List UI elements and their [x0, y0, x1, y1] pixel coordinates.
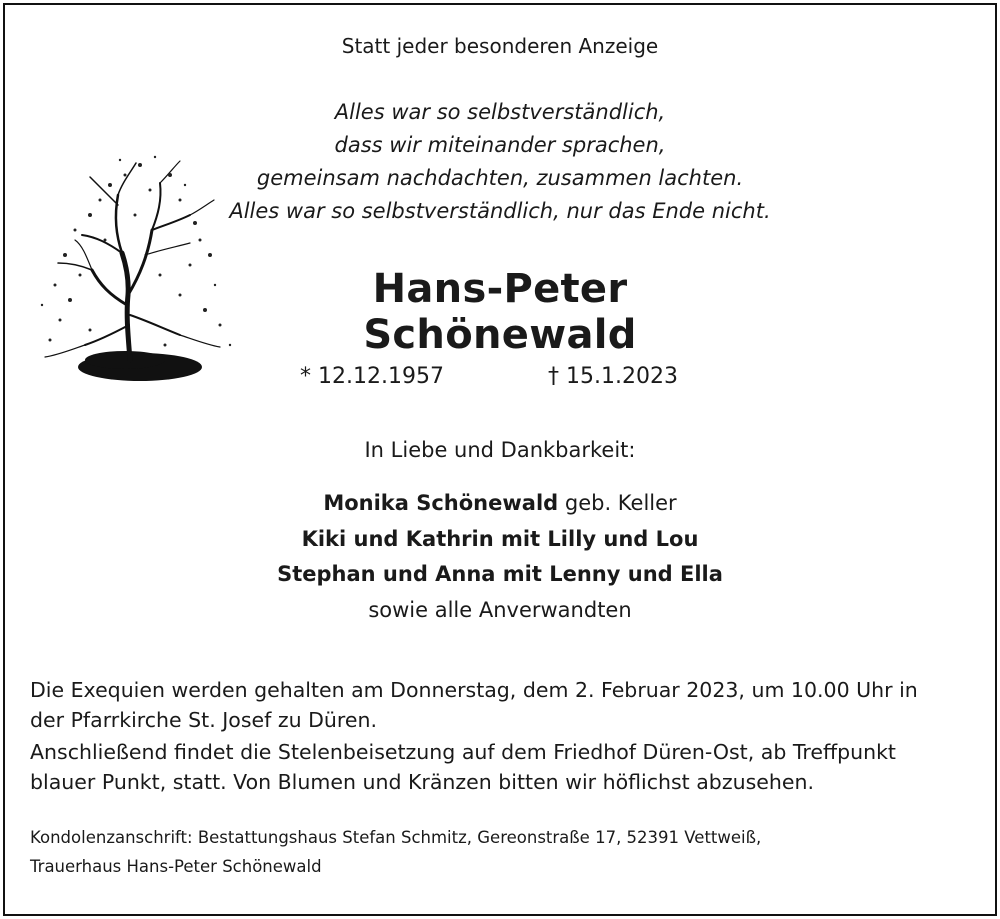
poem-line: Alles war so selbstverständlich,: [334, 100, 666, 124]
family-spouse-maiden: geb. Keller: [558, 491, 677, 515]
funeral-info: [30, 675, 980, 735]
deceased-name: Hans-Peter Schönewald: [363, 266, 637, 358]
funeral-info-line: Die Exequien werden gehalten am Donnerstag, dem 2. Februar 2023, um 10.00 Uhr in: [30, 678, 918, 702]
family-line: sowie alle Anverwandten: [368, 597, 632, 622]
burial-info-line: blauer Punkt, statt. Von Blumen und Kränzen bitten wir höflichst abzusehen.: [30, 770, 814, 794]
burial-info: [30, 737, 980, 797]
condolence-line: Kondolenzanschrift: Bestattungshaus Stefan Schmitz, Gereonstraße 17, 52391 Vettweiß,: [30, 828, 762, 847]
notice-header: Statt jeder besonderen Anzeige: [341, 34, 659, 58]
family-line: Stephan und Anna mit Lenny und Ella: [277, 562, 723, 586]
thanks-line: In Liebe und Dankbarkeit:: [364, 438, 636, 462]
poem-line: dass wir miteinander sprachen,: [334, 133, 666, 157]
tree-illustration: [30, 145, 240, 390]
birth-date: * 12.12.1957: [300, 364, 444, 389]
funeral-info-line: der Pfarrkirche St. Josef zu Düren.: [30, 708, 377, 732]
family-line: [0, 486, 1000, 522]
family-line: Kiki und Kathrin mit Lilly und Lou: [301, 526, 699, 551]
burial-info-line: Anschließend findet die Stelenbeisetzung auf dem Friedhof Düren-Ost, ab Treffpunkt: [30, 740, 896, 764]
poem-line: Alles war so selbstverständlich, nur das Ende nicht.: [229, 199, 771, 223]
condolence-address: [30, 823, 761, 881]
death-date: † 15.1.2023: [548, 364, 678, 389]
poem-line: gemeinsam nachdachten, zusammen lachten.: [256, 166, 744, 190]
family-list: [0, 486, 1000, 628]
condolence-line: Trauerhaus Hans-Peter Schönewald: [30, 857, 322, 876]
family-spouse-name: Monika Schönewald: [323, 491, 559, 515]
